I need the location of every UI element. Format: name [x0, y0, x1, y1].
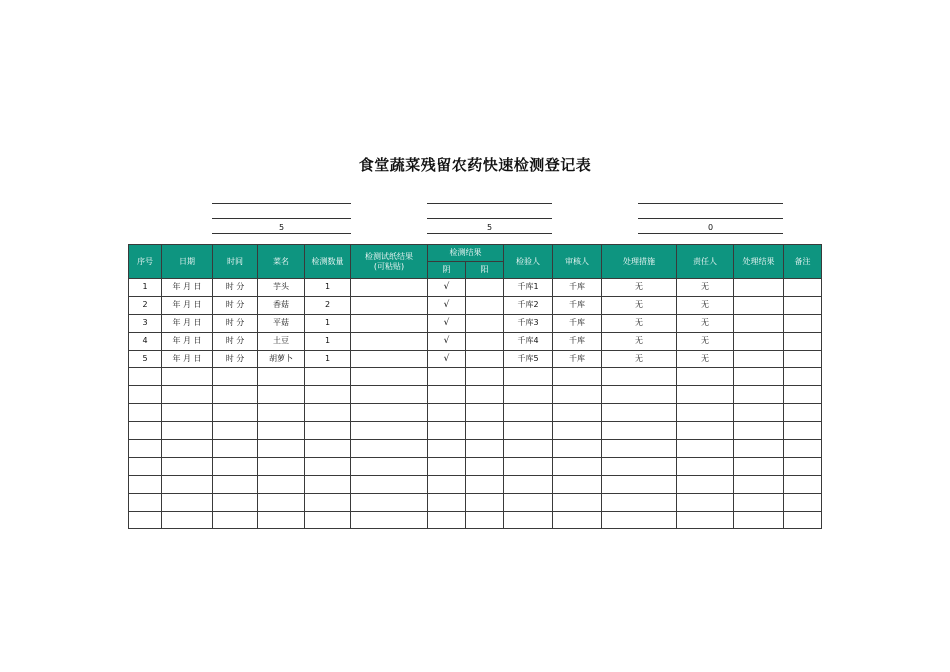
cell-strip[interactable] [351, 350, 428, 368]
cell-responsible[interactable] [677, 404, 734, 422]
cell-qty[interactable]: 2 [305, 296, 351, 314]
canteen-location-field[interactable] [427, 208, 552, 219]
cell-time[interactable] [213, 493, 258, 511]
cell-responsible[interactable]: 无 [677, 350, 734, 368]
cell-date[interactable] [162, 368, 213, 386]
cell-qty[interactable] [305, 475, 351, 493]
cell-strip[interactable] [351, 386, 428, 404]
cell-dish[interactable] [258, 475, 305, 493]
cell-strip[interactable] [351, 368, 428, 386]
header-outcome: 处理结果 [734, 245, 784, 279]
cell-seq[interactable] [129, 422, 162, 440]
cell-neg[interactable] [428, 440, 466, 458]
form-title: 食堂蔬菜残留农药快速检测登记表 [358, 156, 592, 174]
cell-date[interactable]: 年 月 日 [162, 350, 213, 368]
cell-remark[interactable] [784, 457, 822, 475]
cell-auditor[interactable]: 千库 [553, 296, 602, 314]
header-strip-result [351, 245, 428, 279]
header-inspector: 检验人 [504, 245, 553, 279]
table-row-empty [129, 422, 822, 440]
table-row [129, 279, 822, 297]
cell-pos[interactable] [466, 404, 504, 422]
cell-qty[interactable] [305, 386, 351, 404]
cell-pos[interactable] [466, 368, 504, 386]
header-time: 时间 [213, 245, 258, 279]
table-row-empty [129, 386, 822, 404]
cell-responsible[interactable]: 无 [677, 296, 734, 314]
cell-date[interactable] [162, 457, 213, 475]
cell-neg[interactable] [428, 368, 466, 386]
cell-dish[interactable]: 香菇 [258, 296, 305, 314]
cell-seq[interactable] [129, 440, 162, 458]
table-row-empty [129, 493, 822, 511]
cell-dish[interactable] [258, 368, 305, 386]
table-row [129, 296, 822, 314]
header-strip-line1: 检测试纸结果 [365, 251, 413, 261]
cell-pos[interactable] [466, 314, 504, 332]
cell-measures[interactable] [602, 422, 677, 440]
table-row [129, 350, 822, 368]
cell-auditor[interactable] [553, 422, 602, 440]
cell-remark[interactable] [784, 422, 822, 440]
header-positive: 阳 [466, 262, 504, 279]
cell-neg[interactable] [428, 404, 466, 422]
cell-outcome[interactable] [734, 440, 784, 458]
cell-inspector[interactable] [504, 457, 553, 475]
cell-auditor[interactable] [553, 386, 602, 404]
header-measures: 处理措施 [602, 245, 677, 279]
cell-pos[interactable] [466, 493, 504, 511]
cell-inspector[interactable] [504, 386, 553, 404]
cell-remark[interactable] [784, 368, 822, 386]
cell-seq[interactable] [129, 493, 162, 511]
header-seq: 序号 [129, 245, 162, 279]
cell-inspector[interactable]: 千库1 [504, 279, 553, 297]
cell-outcome[interactable] [734, 457, 784, 475]
cell-outcome[interactable] [734, 404, 784, 422]
canteen-name-field[interactable] [212, 208, 351, 219]
cell-responsible[interactable] [677, 386, 734, 404]
cell-outcome[interactable] [734, 350, 784, 368]
cell-dish[interactable] [258, 493, 305, 511]
cell-inspector[interactable] [504, 440, 553, 458]
header-quantity: 检测数量 [305, 245, 351, 279]
cell-strip[interactable] [351, 332, 428, 350]
cell-date[interactable] [162, 386, 213, 404]
cell-strip[interactable] [351, 457, 428, 475]
table-row-empty [129, 475, 822, 493]
cell-dish[interactable] [258, 457, 305, 475]
table-row-empty [129, 457, 822, 475]
cell-dish[interactable] [258, 386, 305, 404]
table-row-empty [129, 368, 822, 386]
cell-measures[interactable]: 无 [602, 279, 677, 297]
cell-qty[interactable] [305, 457, 351, 475]
cell-time[interactable] [213, 457, 258, 475]
cell-qty[interactable] [305, 422, 351, 440]
cell-responsible[interactable] [677, 493, 734, 511]
cell-date[interactable] [162, 475, 213, 493]
cell-measures[interactable] [602, 386, 677, 404]
cell-remark[interactable] [784, 493, 822, 511]
cell-qty[interactable]: 1 [305, 279, 351, 297]
header-responsible: 责任人 [677, 245, 734, 279]
cell-measures[interactable]: 无 [602, 350, 677, 368]
cell-outcome[interactable] [734, 511, 784, 529]
cell-auditor[interactable] [553, 493, 602, 511]
cell-inspector[interactable] [504, 475, 553, 493]
cell-seq[interactable] [129, 386, 162, 404]
cell-neg[interactable] [428, 493, 466, 511]
positive-count-field[interactable]: 0 [638, 223, 783, 234]
cell-time[interactable]: 时 分 [213, 296, 258, 314]
cell-auditor[interactable]: 千库 [553, 279, 602, 297]
cell-pos[interactable] [466, 422, 504, 440]
cell-pos[interactable] [466, 332, 504, 350]
cell-measures[interactable]: 无 [602, 332, 677, 350]
cell-pos[interactable] [466, 511, 504, 529]
cell-auditor[interactable]: 千库 [553, 350, 602, 368]
cell-responsible[interactable]: 无 [677, 279, 734, 297]
cell-qty[interactable] [305, 368, 351, 386]
cell-measures[interactable] [602, 368, 677, 386]
cell-dish[interactable] [258, 404, 305, 422]
cell-neg[interactable]: √ [428, 314, 466, 332]
cell-outcome[interactable] [734, 368, 784, 386]
cell-time[interactable] [213, 475, 258, 493]
cell-inspector[interactable]: 千库4 [504, 332, 553, 350]
inspection-table [128, 244, 822, 529]
cell-date[interactable]: 年 月 日 [162, 332, 213, 350]
cell-inspector[interactable] [504, 404, 553, 422]
cell-pos[interactable] [466, 386, 504, 404]
cell-date[interactable]: 年 月 日 [162, 314, 213, 332]
cell-pos[interactable] [466, 457, 504, 475]
cell-inspector[interactable] [504, 368, 553, 386]
cell-remark[interactable] [784, 404, 822, 422]
cell-inspector[interactable] [504, 422, 553, 440]
cell-auditor[interactable] [553, 440, 602, 458]
cell-date[interactable] [162, 511, 213, 529]
cell-responsible[interactable]: 无 [677, 314, 734, 332]
cell-dish[interactable]: 平菇 [258, 314, 305, 332]
cell-seq[interactable]: 2 [129, 296, 162, 314]
cell-remark[interactable] [784, 511, 822, 529]
canteen-manager-field[interactable] [638, 208, 783, 219]
cell-strip[interactable] [351, 475, 428, 493]
cell-remark[interactable] [784, 386, 822, 404]
cell-responsible[interactable] [677, 368, 734, 386]
header-auditor: 审核人 [553, 245, 602, 279]
cell-time[interactable] [213, 511, 258, 529]
header-strip-line2: (可粘贴) [373, 261, 405, 271]
cell-measures[interactable] [602, 404, 677, 422]
cell-pos[interactable] [466, 350, 504, 368]
cell-remark[interactable] [784, 279, 822, 297]
cell-responsible[interactable] [677, 440, 734, 458]
cell-measures[interactable]: 无 [602, 314, 677, 332]
table-body [129, 279, 822, 529]
registered-count-field[interactable]: 5 [212, 223, 351, 234]
cell-pos[interactable] [466, 279, 504, 297]
cell-dish[interactable]: 土豆 [258, 332, 305, 350]
cell-remark[interactable] [784, 296, 822, 314]
cell-seq[interactable] [129, 404, 162, 422]
cell-auditor[interactable] [553, 404, 602, 422]
cell-inspector[interactable] [504, 493, 553, 511]
cell-outcome[interactable] [734, 296, 784, 314]
cell-measures[interactable] [602, 493, 677, 511]
cell-neg[interactable] [428, 475, 466, 493]
cell-outcome[interactable] [734, 422, 784, 440]
header-date: 日期 [162, 245, 213, 279]
cell-measures[interactable] [602, 475, 677, 493]
header-dish: 菜名 [258, 245, 305, 279]
cell-seq[interactable] [129, 475, 162, 493]
negative-count-field[interactable]: 5 [427, 223, 552, 234]
cell-inspector[interactable]: 千库3 [504, 314, 553, 332]
cell-measures[interactable] [602, 457, 677, 475]
cell-qty[interactable]: 1 [305, 314, 351, 332]
cell-qty[interactable]: 1 [305, 332, 351, 350]
cell-responsible[interactable] [677, 475, 734, 493]
table-row-empty [129, 511, 822, 529]
table-row-empty [129, 440, 822, 458]
cell-measures[interactable]: 无 [602, 296, 677, 314]
cell-date[interactable]: 年 月 日 [162, 296, 213, 314]
cell-date[interactable]: 年 月 日 [162, 279, 213, 297]
cell-neg[interactable]: √ [428, 296, 466, 314]
cell-responsible[interactable] [677, 457, 734, 475]
cell-time[interactable]: 时 分 [213, 314, 258, 332]
table-row [129, 314, 822, 332]
cell-outcome[interactable] [734, 493, 784, 511]
cell-strip[interactable] [351, 404, 428, 422]
cell-qty[interactable]: 1 [305, 350, 351, 368]
cell-neg[interactable]: √ [428, 332, 466, 350]
cell-outcome[interactable] [734, 475, 784, 493]
table-row-empty [129, 404, 822, 422]
cell-seq[interactable] [129, 511, 162, 529]
cell-measures[interactable] [602, 511, 677, 529]
cell-auditor[interactable] [553, 511, 602, 529]
cell-inspector[interactable]: 千库2 [504, 296, 553, 314]
cell-neg[interactable] [428, 422, 466, 440]
cell-time[interactable] [213, 404, 258, 422]
cell-seq[interactable]: 3 [129, 314, 162, 332]
header-negative: 阴 [428, 262, 466, 279]
cell-date[interactable] [162, 422, 213, 440]
cell-dish[interactable]: 芋头 [258, 279, 305, 297]
cell-seq[interactable]: 4 [129, 332, 162, 350]
cell-seq[interactable]: 1 [129, 279, 162, 297]
cell-time[interactable] [213, 440, 258, 458]
cell-strip[interactable] [351, 511, 428, 529]
cell-pos[interactable] [466, 475, 504, 493]
cell-neg[interactable]: √ [428, 350, 466, 368]
cell-responsible[interactable] [677, 511, 734, 529]
cell-seq[interactable] [129, 457, 162, 475]
cell-time[interactable]: 时 分 [213, 279, 258, 297]
cell-date[interactable] [162, 404, 213, 422]
cell-date[interactable] [162, 493, 213, 511]
cell-qty[interactable] [305, 493, 351, 511]
cell-outcome[interactable] [734, 386, 784, 404]
cell-dish[interactable] [258, 440, 305, 458]
cell-responsible[interactable]: 无 [677, 332, 734, 350]
cell-remark[interactable] [784, 314, 822, 332]
cell-auditor[interactable] [553, 457, 602, 475]
cell-dish[interactable] [258, 511, 305, 529]
cell-qty[interactable] [305, 404, 351, 422]
cell-time[interactable]: 时 分 [213, 332, 258, 350]
cell-measures[interactable] [602, 440, 677, 458]
cell-auditor[interactable]: 千库 [553, 314, 602, 332]
inspector-staff-field[interactable] [638, 193, 783, 204]
school-field[interactable] [212, 193, 351, 204]
cell-time[interactable] [213, 386, 258, 404]
table-row [129, 332, 822, 350]
cell-auditor[interactable]: 千库 [553, 332, 602, 350]
cell-dish[interactable] [258, 422, 305, 440]
cell-remark[interactable] [784, 350, 822, 368]
cell-strip[interactable] [351, 314, 428, 332]
cell-time[interactable]: 时 分 [213, 350, 258, 368]
cell-neg[interactable] [428, 457, 466, 475]
cell-seq[interactable] [129, 368, 162, 386]
cell-seq[interactable]: 5 [129, 350, 162, 368]
cell-inspector[interactable]: 千库5 [504, 350, 553, 368]
cell-neg[interactable]: √ [428, 279, 466, 297]
cell-responsible[interactable] [677, 422, 734, 440]
header-test-result: 检测结果 [428, 245, 504, 262]
cell-time[interactable] [213, 422, 258, 440]
cell-auditor[interactable] [553, 368, 602, 386]
cell-strip[interactable] [351, 422, 428, 440]
cell-dish[interactable]: 胡萝卜 [258, 350, 305, 368]
cell-qty[interactable] [305, 440, 351, 458]
cell-strip[interactable] [351, 493, 428, 511]
header-remark: 备注 [784, 245, 822, 279]
cell-strip[interactable] [351, 296, 428, 314]
cell-strip[interactable] [351, 279, 428, 297]
test-date-field[interactable] [427, 193, 552, 204]
cell-pos[interactable] [466, 440, 504, 458]
cell-outcome[interactable] [734, 279, 784, 297]
cell-pos[interactable] [466, 296, 504, 314]
cell-qty[interactable] [305, 511, 351, 529]
cell-outcome[interactable] [734, 332, 784, 350]
cell-neg[interactable] [428, 511, 466, 529]
cell-strip[interactable] [351, 440, 428, 458]
cell-outcome[interactable] [734, 314, 784, 332]
cell-neg[interactable] [428, 386, 466, 404]
cell-auditor[interactable] [553, 475, 602, 493]
cell-time[interactable] [213, 368, 258, 386]
cell-date[interactable] [162, 440, 213, 458]
cell-remark[interactable] [784, 332, 822, 350]
cell-remark[interactable] [784, 440, 822, 458]
cell-inspector[interactable] [504, 511, 553, 529]
cell-remark[interactable] [784, 475, 822, 493]
